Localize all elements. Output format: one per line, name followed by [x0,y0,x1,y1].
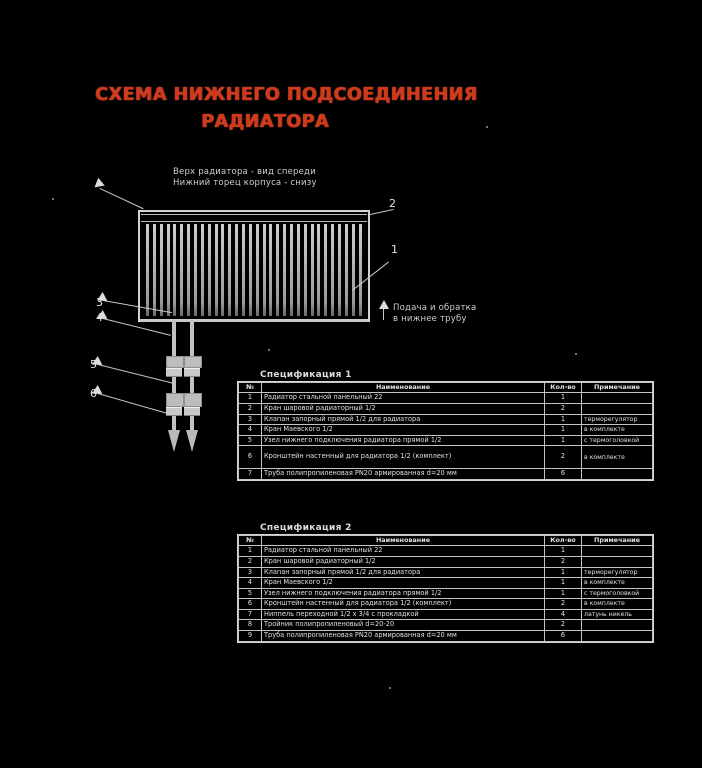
cell-no: 9 [239,630,262,641]
cell-qty: 2 [545,599,582,610]
table2-caption: Спецификация 2 [260,523,352,533]
table-row [239,599,653,610]
cell-note: в комплекте [582,446,653,469]
cell-name: Кран Маевского 1/2 [262,578,545,589]
cell-qty: 2 [545,556,582,567]
radiator-fin [249,224,252,316]
cell-note: в комплекте [582,599,653,610]
cell-no: 6 [239,599,262,610]
table-row [239,588,653,599]
pipe-mid-right [190,377,194,393]
cell-no: 4 [239,425,262,436]
speckle [575,353,577,355]
cell-qty: 1 [545,578,582,589]
table2-header-row [239,536,653,546]
right-annotation-line-1: Подача и обратка [393,303,477,313]
top-annotation-line-1: Верх радиатора - вид спереди [173,167,316,177]
cell-note [582,620,653,631]
table1-th-qty: Кол-во [545,383,582,393]
cell-qty: 6 [545,469,582,480]
cell-name: Кран Маевского 1/2 [262,425,545,436]
radiator-fin [146,224,149,316]
pipe-assembly [160,320,210,480]
speckle [268,349,270,351]
table2-th-no: № [239,536,262,546]
table-row [239,567,653,578]
diagram-title [95,82,478,136]
radiator-fin [208,224,211,316]
table-row [239,425,653,436]
cell-name: Кронштейн настенный для радиатора 1/2 (комплект) [262,599,545,610]
radiator-fin [221,224,224,316]
cell-qty: 2 [545,446,582,469]
radiator-fin [180,224,183,316]
union-nut-left [166,368,182,377]
cell-name: Узел нижнего подключения радиатора прямой 1/2 [262,588,545,599]
table-row [239,393,653,404]
title-line-1: СХЕМА НИЖНЕГО ПОДСОЕДИНЕНИЯ [95,85,478,105]
table-row [239,578,653,589]
table-row [239,546,653,557]
top-annotation [173,167,317,190]
ball-valve-left [166,393,184,407]
radiator-fin [345,224,348,316]
table-row [239,609,653,620]
table-row [239,446,653,469]
radiator-fin [187,224,190,316]
pipe-low-right [190,416,194,430]
cell-note [582,469,653,480]
specification-table-2 [237,534,654,643]
radiator-fin [304,224,307,316]
cell-note [582,403,653,414]
speckle [486,126,488,128]
title-line-2: РАДИАТОРА [201,112,329,133]
callout-2: 2 [389,197,396,210]
radiator-fin [194,224,197,316]
cell-qty: 2 [545,403,582,414]
cell-qty: 4 [545,609,582,620]
adapter-nut-left [166,407,182,416]
cell-qty: 1 [545,588,582,599]
radiator-fins [146,224,362,316]
specification-table-1 [237,381,654,481]
cell-qty: 1 [545,546,582,557]
radiator-fin [173,224,176,316]
table-row [239,630,653,641]
cell-name: Клапан запорный прямой 1/2 для радиатора [262,414,545,425]
cell-no: 8 [239,620,262,631]
cell-qty: 1 [545,414,582,425]
cell-note: латунь никель [582,609,653,620]
table-row [239,403,653,414]
radiator-fin [338,224,341,316]
table1-grid [238,382,653,480]
cell-name: Кран шаровой радиаторный 1/2 [262,556,545,567]
cell-no: 3 [239,567,262,578]
radiator-fin [263,224,266,316]
table-row [239,620,653,631]
radiator-fin [269,224,272,316]
cell-note [582,630,653,641]
cell-qty: 1 [545,567,582,578]
radiator-fin [153,224,156,316]
cell-no: 7 [239,469,262,480]
radiator-fin [228,224,231,316]
cell-qty: 2 [545,620,582,631]
radiator-fin [160,224,163,316]
cell-name: Узел нижнего подключения радиатора прямой 1/2 [262,435,545,446]
radiator-drawing [138,210,370,322]
pipe-vertical-left [172,320,176,356]
table-row [239,435,653,446]
cell-qty: 1 [545,425,582,436]
cell-name: Кронштейн настенный для радиатора 1/2 (комплект) [262,446,545,469]
radiator-fin [297,224,300,316]
radiator-fin [256,224,259,316]
leader-line-top-left [100,188,144,209]
table-row [239,469,653,480]
cell-qty: 6 [545,630,582,641]
valve-body-right [184,356,202,368]
table2-grid [238,535,653,642]
radiator-fin [201,224,204,316]
speckle [52,198,54,200]
radiator-top-bar [141,214,367,222]
cell-qty: 1 [545,393,582,404]
radiator-fin [290,224,293,316]
valve-body-left [166,356,184,368]
right-annotation [393,303,476,326]
table1-th-no: № [239,383,262,393]
arrow-right-note [379,300,389,309]
cell-note: терморегулятор [582,567,653,578]
radiator-fin [331,224,334,316]
radiator-fin [276,224,279,316]
cell-note: в комплекте [582,578,653,589]
pipe-mid-left [172,377,176,393]
cell-name: Радиатор стальной панельный 22 [262,393,545,404]
cell-no: 4 [239,578,262,589]
cell-name: Тройник полипропиленовый d=20-20 [262,620,545,631]
table2-th-name: Наименование [262,536,545,546]
radiator-fin [215,224,218,316]
cell-no: 6 [239,446,262,469]
cell-name: Труба полипропиленовая PN20 армированная d=20 мм [262,630,545,641]
radiator-fin [359,224,362,316]
cell-no: 3 [239,414,262,425]
callout-4: 4 [96,311,103,324]
right-annotation-line-2: в нижнее трубу [393,314,467,325]
radiator-fin [311,224,314,316]
table-row [239,556,653,567]
top-annotation-line-2: Нижний торец корпуса - снизу [173,178,317,189]
adapter-nut-right [184,407,200,416]
cell-note [582,546,653,557]
callout-5: 5 [90,358,97,371]
cell-no: 2 [239,403,262,414]
union-nut-right [184,368,200,377]
cell-no: 1 [239,393,262,404]
cell-note [582,393,653,404]
pipe-vertical-right [190,320,194,356]
table1-caption: Спецификация 1 [260,370,352,380]
radiator-fin [235,224,238,316]
cell-no: 1 [239,546,262,557]
cell-note [582,556,653,567]
radiator-fin [317,224,320,316]
radiator-fin [242,224,245,316]
cell-no: 5 [239,435,262,446]
cell-qty: 1 [545,435,582,446]
cell-note: с термоголовкой [582,435,653,446]
callout-1: 1 [391,243,398,256]
radiator-fin [167,224,170,316]
table2-th-qty: Кол-во [545,536,582,546]
pipe-tip-left [168,430,180,452]
cell-name: Кран шаровой радиаторный 1/2 [262,403,545,414]
cell-note: терморегулятор [582,414,653,425]
cell-name: Ниппель переходной 1/2 х 3/4 с прокладкой [262,609,545,620]
cell-name: Радиатор стальной панельный 22 [262,546,545,557]
pipe-low-left [172,416,176,430]
table-row [239,414,653,425]
radiator-fin [352,224,355,316]
cell-no: 2 [239,556,262,567]
table1-th-note: Примечание [582,383,653,393]
table1-th-name: Наименование [262,383,545,393]
pipe-tip-right [186,430,198,452]
cell-no: 7 [239,609,262,620]
cell-note: в комплекте [582,425,653,436]
cell-name: Труба полипропиленовая PN20 армированная d=20 мм [262,469,545,480]
radiator-fin [324,224,327,316]
table1-header-row [239,383,653,393]
cell-name: Клапан запорный прямой 1/2 для радиатора [262,567,545,578]
table2-th-note: Примечание [582,536,653,546]
callout-6: 6 [90,387,97,400]
radiator-fin [283,224,286,316]
speckle [389,687,391,689]
ball-valve-right [184,393,202,407]
cell-no: 5 [239,588,262,599]
cell-note: с термоголовкой [582,588,653,599]
callout-3: 3 [96,296,103,309]
